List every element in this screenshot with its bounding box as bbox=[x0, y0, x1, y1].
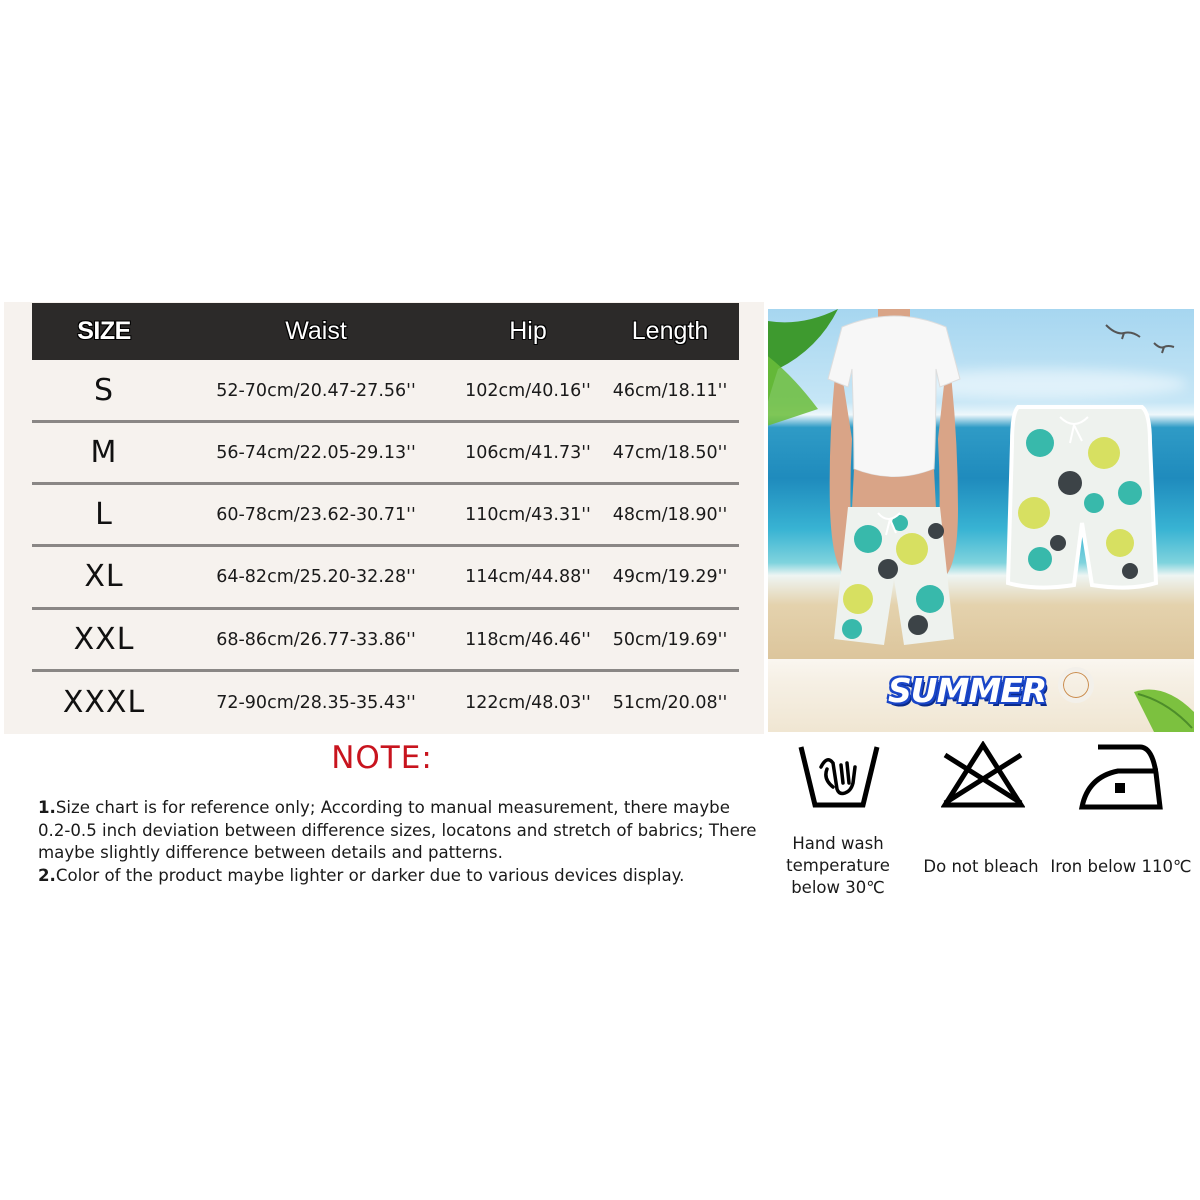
do-not-bleach-icon bbox=[941, 741, 1025, 809]
note-body bbox=[38, 797, 758, 887]
header-length: Length bbox=[631, 317, 709, 345]
table-row bbox=[32, 609, 739, 671]
hip-cell: 102cm/40.16'' bbox=[465, 381, 591, 401]
summer-banner-text: SUMMER bbox=[888, 671, 1047, 710]
table-row bbox=[32, 422, 739, 484]
waist-cell: 60-78cm/23.62-30.71'' bbox=[216, 505, 416, 525]
seagulls-icon bbox=[1098, 319, 1178, 359]
care-label-line: below 30℃ bbox=[791, 878, 885, 897]
waist-cell: 56-74cm/22.05-29.13'' bbox=[216, 443, 416, 463]
care-label-line: Iron below 110℃ bbox=[1050, 857, 1192, 876]
life-ring-icon bbox=[1058, 667, 1094, 703]
size-cell: XXL bbox=[73, 622, 135, 657]
product-photo bbox=[768, 309, 1194, 732]
care-label-iron bbox=[1050, 856, 1191, 878]
table-row bbox=[32, 360, 739, 422]
care-label-line: Hand wash bbox=[792, 834, 884, 853]
hip-cell: 106cm/41.73'' bbox=[465, 443, 591, 463]
length-cell: 51cm/20.08'' bbox=[612, 693, 728, 713]
length-cell: 49cm/19.29'' bbox=[612, 567, 728, 587]
care-label-line: temperature bbox=[786, 856, 890, 875]
note-title: NOTE: bbox=[331, 740, 433, 776]
waist-cell: 68-86cm/26.77-33.86'' bbox=[216, 630, 416, 650]
note-number: 2. bbox=[38, 865, 56, 885]
header-waist: Waist bbox=[285, 317, 347, 345]
note-text: Size chart is for reference only; According to manual measurement, there maybe 0.2-0.5 inch deviation between difference sizes, locatons and stretch of babrics; There maybe slightly difference between details and patterns. bbox=[38, 798, 757, 862]
waist-cell: 64-82cm/25.20-32.28'' bbox=[216, 567, 416, 587]
size-cell: M bbox=[90, 435, 118, 470]
length-cell: 48cm/18.90'' bbox=[612, 505, 728, 525]
length-cell: 46cm/18.11'' bbox=[612, 381, 728, 401]
header-size: SIZE bbox=[77, 317, 131, 345]
header-hip: Hip bbox=[509, 317, 547, 345]
size-chart-header bbox=[32, 303, 739, 360]
model-wearing-shorts bbox=[808, 309, 978, 654]
table-row bbox=[32, 546, 739, 608]
care-label-hand-wash bbox=[786, 833, 890, 899]
length-cell: 50cm/19.69'' bbox=[612, 630, 728, 650]
note-item bbox=[38, 797, 758, 865]
shorts-product-flat bbox=[1000, 403, 1160, 599]
hand-wash-icon bbox=[797, 743, 881, 809]
table-row bbox=[32, 672, 739, 734]
waist-cell: 72-90cm/28.35-35.43'' bbox=[216, 693, 416, 713]
length-cell: 47cm/18.50'' bbox=[612, 443, 728, 463]
note-text: Color of the product maybe lighter or darker due to various devices display. bbox=[55, 865, 685, 885]
iron-low-icon bbox=[1078, 743, 1164, 811]
waist-cell: 52-70cm/20.47-27.56'' bbox=[216, 381, 416, 401]
hip-cell: 110cm/43.31'' bbox=[465, 505, 591, 525]
hip-cell: 114cm/44.88'' bbox=[465, 567, 591, 587]
note-number: 1. bbox=[38, 798, 56, 817]
hip-cell: 122cm/48.03'' bbox=[465, 693, 591, 713]
size-cell: XXXL bbox=[62, 685, 146, 720]
note-item bbox=[38, 865, 758, 888]
hip-cell: 118cm/46.46'' bbox=[465, 630, 591, 650]
size-cell: S bbox=[93, 373, 115, 408]
care-label-line: Do not bleach bbox=[923, 857, 1039, 876]
size-cell: L bbox=[95, 497, 113, 532]
table-row bbox=[32, 484, 739, 546]
size-cell: XL bbox=[84, 559, 124, 594]
care-label-do-not-bleach bbox=[923, 856, 1038, 878]
palm-leaf-icon bbox=[1124, 682, 1194, 732]
